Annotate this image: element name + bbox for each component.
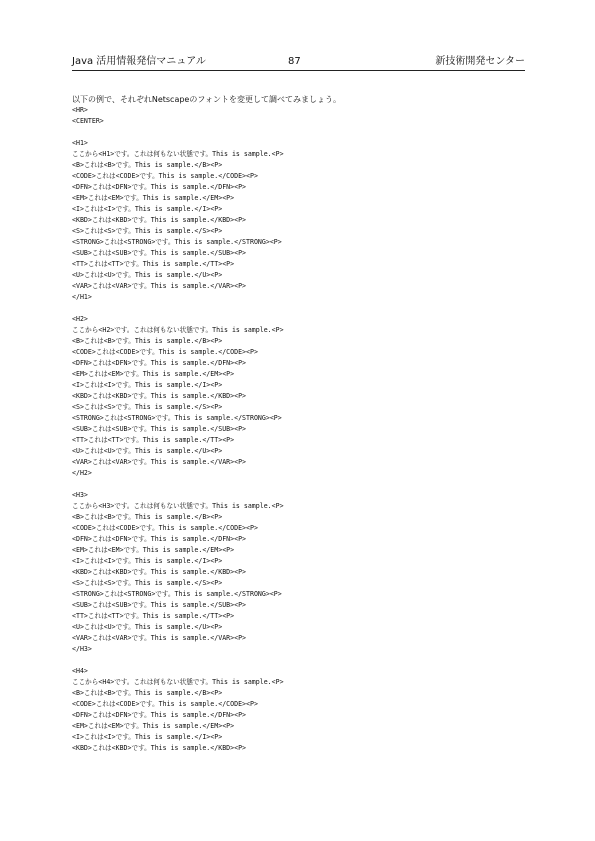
code-line: ここから<H3>です。これは何もない状態です。This is sample.<P> <box>72 502 284 510</box>
code-line: </H1> <box>72 293 92 301</box>
code-line: <DFN>これは<DFN>です。This is sample.</DFN><P> <box>72 359 247 367</box>
code-line: <SUB>これは<SUB>です。This is sample.</SUB><P> <box>72 425 247 433</box>
code-line: <EM>これは<EM>です。This is sample.</EM><P> <box>72 722 235 730</box>
header-page-number: 87 <box>288 56 301 67</box>
code-line: <I>これは<I>です。This is sample.</I><P> <box>72 733 223 741</box>
code-line: </H3> <box>72 645 92 653</box>
code-line: <DFN>これは<DFN>です。This is sample.</DFN><P> <box>72 535 247 543</box>
code-line: <SUB>これは<SUB>です。This is sample.</SUB><P> <box>72 249 247 257</box>
code-listing <box>72 105 512 754</box>
code-line: <U>これは<U>です。This is sample.</U><P> <box>72 271 223 279</box>
code-line: <EM>これは<EM>です。This is sample.</EM><P> <box>72 370 235 378</box>
code-line <box>72 655 512 666</box>
code-line: <H2> <box>72 315 88 323</box>
code-line: <CENTER> <box>72 117 104 125</box>
code-line: <S>これは<S>です。This is sample.</S><P> <box>72 579 223 587</box>
code-line: <KBD>これは<KBD>です。This is sample.</KBD><P> <box>72 744 247 752</box>
code-line: <B>これは<B>です。This is sample.</B><P> <box>72 689 223 697</box>
code-line: <STRONG>これは<STRONG>です。This is sample.</STRONG><P> <box>72 238 282 246</box>
code-line: <B>これは<B>です。This is sample.</B><P> <box>72 337 223 345</box>
code-line: <TT>これは<TT>です。This is sample.</TT><P> <box>72 436 235 444</box>
code-line: <H3> <box>72 491 88 499</box>
header-rule <box>72 70 525 71</box>
code-line: <I>これは<I>です。This is sample.</I><P> <box>72 381 223 389</box>
code-line <box>72 303 512 314</box>
code-line: <VAR>これは<VAR>です。This is sample.</VAR><P> <box>72 634 247 642</box>
code-line: <CODE>これは<CODE>です。This is sample.</CODE><P> <box>72 172 258 180</box>
code-line: ここから<H2>です。これは何もない状態です。This is sample.<P> <box>72 326 284 334</box>
code-line: </H2> <box>72 469 92 477</box>
header-organization: 新技術開発センター <box>435 56 525 67</box>
code-line: <S>これは<S>です。This is sample.</S><P> <box>72 227 223 235</box>
code-line: <I>これは<I>です。This is sample.</I><P> <box>72 557 223 565</box>
code-line: <DFN>これは<DFN>です。This is sample.</DFN><P> <box>72 183 247 191</box>
code-line <box>72 127 512 138</box>
code-line: <SUB>これは<SUB>です。This is sample.</SUB><P> <box>72 601 247 609</box>
code-line: <KBD>これは<KBD>です。This is sample.</KBD><P> <box>72 392 247 400</box>
code-line: ここから<H1>です。これは何もない状態です。This is sample.<P> <box>72 150 284 158</box>
code-line: <B>これは<B>です。This is sample.</B><P> <box>72 513 223 521</box>
code-line: <VAR>これは<VAR>です。This is sample.</VAR><P> <box>72 458 247 466</box>
code-line: <KBD>これは<KBD>です。This is sample.</KBD><P> <box>72 568 247 576</box>
code-line: <CODE>これは<CODE>です。This is sample.</CODE><P> <box>72 524 258 532</box>
code-line <box>72 479 512 490</box>
header-manual-title: Java 活用情報発信マニュアル <box>72 56 206 67</box>
code-line: <CODE>これは<CODE>です。This is sample.</CODE><P> <box>72 348 258 356</box>
code-line: <STRONG>これは<STRONG>です。This is sample.</STRONG><P> <box>72 590 282 598</box>
code-line: <S>これは<S>です。This is sample.</S><P> <box>72 403 223 411</box>
code-line: <B>これは<B>です。This is sample.</B><P> <box>72 161 223 169</box>
code-line: <EM>これは<EM>です。This is sample.</EM><P> <box>72 546 235 554</box>
code-line: <STRONG>これは<STRONG>です。This is sample.</STRONG><P> <box>72 414 282 422</box>
code-line: <TT>これは<TT>です。This is sample.</TT><P> <box>72 612 235 620</box>
code-line: <TT>これは<TT>です。This is sample.</TT><P> <box>72 260 235 268</box>
code-line: <DFN>これは<DFN>です。This is sample.</DFN><P> <box>72 711 247 719</box>
code-line: <HR> <box>72 106 88 114</box>
code-line: <U>これは<U>です。This is sample.</U><P> <box>72 447 223 455</box>
code-line: <KBD>これは<KBD>です。This is sample.</KBD><P> <box>72 216 247 224</box>
code-line: <I>これは<I>です。This is sample.</I><P> <box>72 205 223 213</box>
code-line: <VAR>これは<VAR>です。This is sample.</VAR><P> <box>72 282 247 290</box>
code-line: ここから<H4>です。これは何もない状態です。This is sample.<P> <box>72 678 284 686</box>
code-line: <H1> <box>72 139 88 147</box>
code-line: <H4> <box>72 667 88 675</box>
code-line: <U>これは<U>です。This is sample.</U><P> <box>72 623 223 631</box>
code-line: <CODE>これは<CODE>です。This is sample.</CODE><P> <box>72 700 258 708</box>
intro-text: 以下の例で、それぞれNetscapeのフォントを変更して調べてみましょう。 <box>72 95 341 104</box>
page-header <box>72 55 525 69</box>
code-line: <EM>これは<EM>です。This is sample.</EM><P> <box>72 194 235 202</box>
